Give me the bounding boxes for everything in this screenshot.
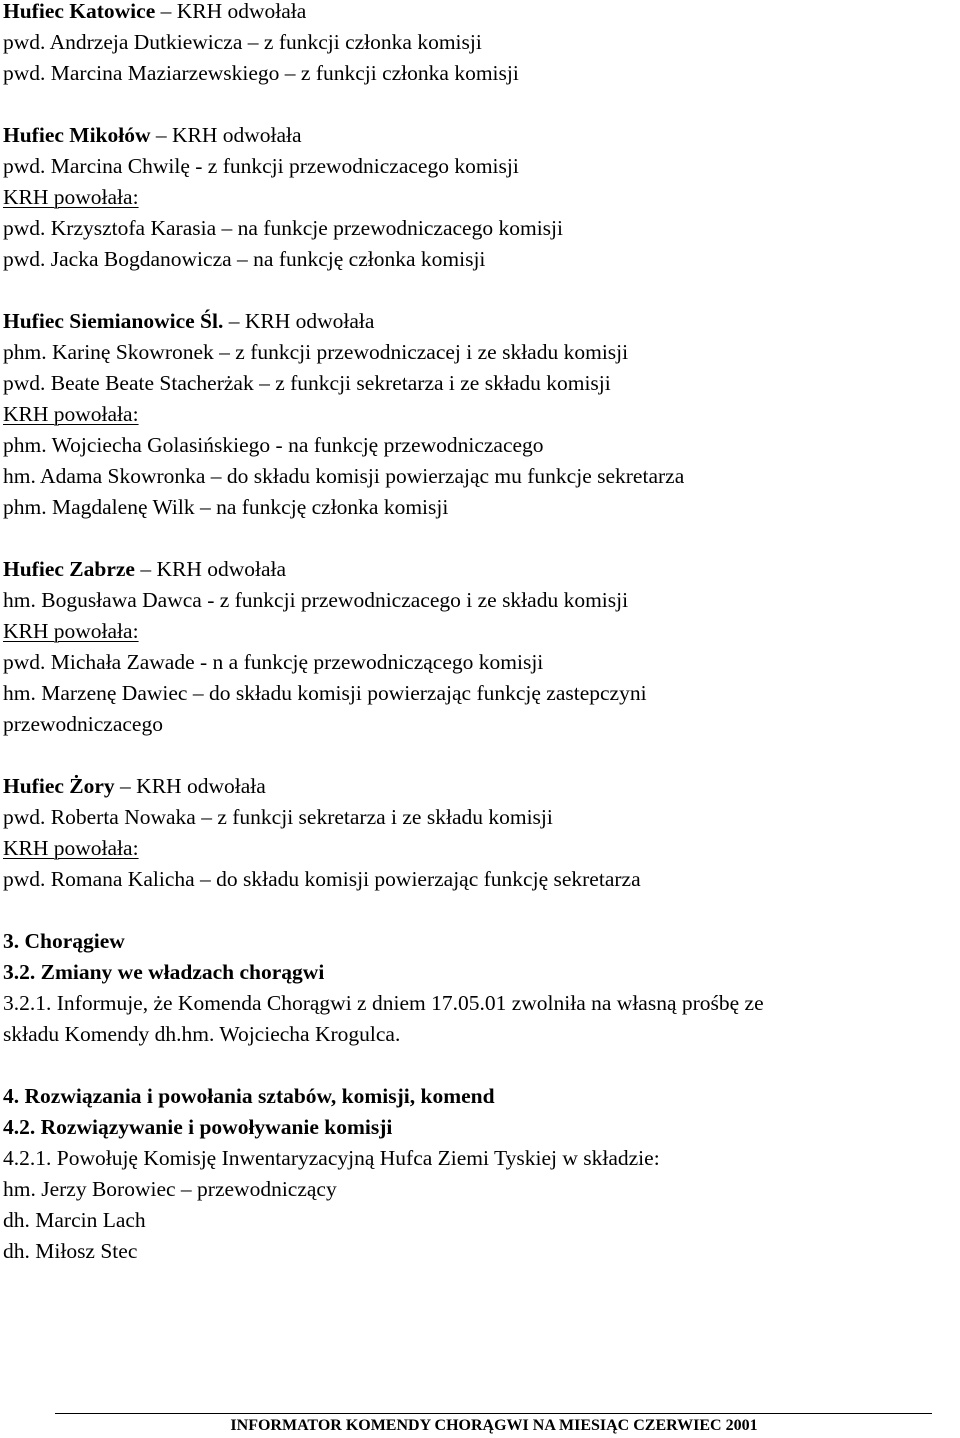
text-run: składu Komendy dh.hm. Wojciecha Krogulca.	[3, 1022, 401, 1046]
text-run: pwd. Michała Zawade - n a funkcję przewodniczącego komisji	[3, 650, 544, 674]
section-heading: 3. Chorągiew	[3, 929, 125, 953]
text-run: hm. Adama Skowronka – do składu komisji powierzając mu funkcje sekretarza	[3, 464, 685, 488]
text-run: phm. Magdalenę Wilk – na funkcję członka komisji	[3, 495, 449, 519]
text-line	[3, 1145, 660, 1171]
underlined-label: KRH powołała:	[3, 619, 139, 643]
text-line	[3, 1207, 146, 1233]
underlined-label: KRH powołała:	[3, 185, 139, 209]
text-line	[3, 122, 302, 148]
text-line	[3, 339, 628, 365]
text-run: pwd. Jacka Bogdanowicza – na funkcję członka komisji	[3, 247, 486, 271]
text-run: dh. Miłosz Stec	[3, 1239, 138, 1263]
text-run: 3.2.1. Informuje, że Komenda Chorągwi z dniem 17.05.01 zwolniła na własną prośbę ze	[3, 991, 764, 1015]
text-line	[3, 835, 139, 861]
section-heading: Hufiec Żory	[3, 774, 115, 798]
text-run: pwd. Roberta Nowaka – z funkcji sekretarza i ze składu komisji	[3, 805, 553, 829]
text-run: – KRH odwołała	[155, 0, 307, 23]
text-line	[3, 370, 611, 396]
text-run: pwd. Krzysztofa Karasia – na funkcje przewodniczacego komisji	[3, 216, 563, 240]
text-line	[3, 494, 448, 520]
text-line	[3, 463, 684, 489]
text-run: phm. Wojciecha Golasińskiego - na funkcję przewodniczacego	[3, 433, 544, 457]
text-line	[3, 0, 306, 24]
page-footer: INFORMATOR KOMENDY CHORĄGWI NA MIESIĄC CZERWIEC 2001	[230, 1417, 758, 1434]
text-line	[3, 866, 641, 892]
text-line	[3, 246, 485, 272]
text-line	[3, 587, 628, 613]
section-heading: 4. Rozwiązania i powołania sztabów, komisji, komend	[3, 1084, 495, 1108]
section-heading: Hufiec Katowice	[3, 0, 156, 23]
text-run: hm. Marzenę Dawiec – do składu komisji powierzając funkcję zastepczyni	[3, 681, 647, 705]
text-run: 4.2.1. Powołuję Komisję Inwentaryzacyjną Hufca Ziemi Tyskiej w składzie:	[3, 1146, 660, 1170]
text-run: – KRH odwołała	[150, 123, 302, 147]
text-line	[3, 153, 519, 179]
text-run: – KRH odwołała	[134, 557, 287, 581]
section-heading: Hufiec Zabrze	[3, 557, 135, 581]
section-heading: 3.2. Zmiany we władzach chorągwi	[3, 960, 325, 984]
text-line	[3, 432, 544, 458]
underlined-label: KRH powołała:	[3, 836, 139, 860]
text-run: phm. Karinę Skowronek – z funkcji przewodniczacej i ze składu komisji	[3, 340, 629, 364]
text-run: pwd. Beate Beate Stacherżak – z funkcji sekretarza i ze składu komisji	[3, 371, 611, 395]
text-line	[3, 649, 543, 675]
text-line	[3, 184, 139, 210]
text-line	[3, 29, 482, 55]
section-heading: Hufiec Siemianowice Śl.	[3, 309, 224, 333]
text-run: pwd. Marcina Maziarzewskiego – z funkcji członka komisji	[3, 61, 519, 85]
text-run: – KRH odwołała	[223, 309, 375, 333]
text-line	[3, 1176, 337, 1202]
text-line	[3, 60, 519, 86]
text-line	[3, 773, 266, 799]
text-run: przewodniczacego	[3, 712, 163, 736]
text-line	[3, 215, 563, 241]
text-line	[3, 990, 764, 1016]
text-line	[3, 711, 163, 737]
section-heading: Hufiec Mikołów	[3, 123, 151, 147]
text-line	[3, 556, 286, 582]
text-line	[3, 618, 139, 644]
text-line	[3, 308, 374, 334]
underlined-label: KRH powołała:	[3, 402, 139, 426]
text-line	[3, 1238, 137, 1264]
text-run: dh. Marcin Lach	[3, 1208, 146, 1232]
section-heading: 4.2. Rozwiązywanie i powoływanie komisji	[3, 1115, 393, 1139]
text-line	[3, 401, 139, 427]
footer-rule	[55, 1413, 932, 1414]
text-line	[3, 1021, 400, 1047]
text-line	[3, 959, 324, 985]
text-line	[3, 804, 553, 830]
text-run: – KRH odwołała	[114, 774, 266, 798]
text-line	[3, 1083, 495, 1109]
text-run: pwd. Marcina Chwilę - z funkcji przewodniczacego komisji	[3, 154, 519, 178]
text-line	[3, 928, 125, 954]
text-run: hm. Bogusława Dawca - z funkcji przewodniczacego i ze składu komisji	[3, 588, 629, 612]
text-line	[3, 1114, 392, 1140]
text-run: pwd. Romana Kalicha – do składu komisji powierzając funkcję sekretarza	[3, 867, 641, 891]
text-line	[3, 680, 647, 706]
text-run: hm. Jerzy Borowiec – przewodniczący	[3, 1177, 337, 1201]
text-run: pwd. Andrzeja Dutkiewicza – z funkcji członka komisji	[3, 30, 482, 54]
